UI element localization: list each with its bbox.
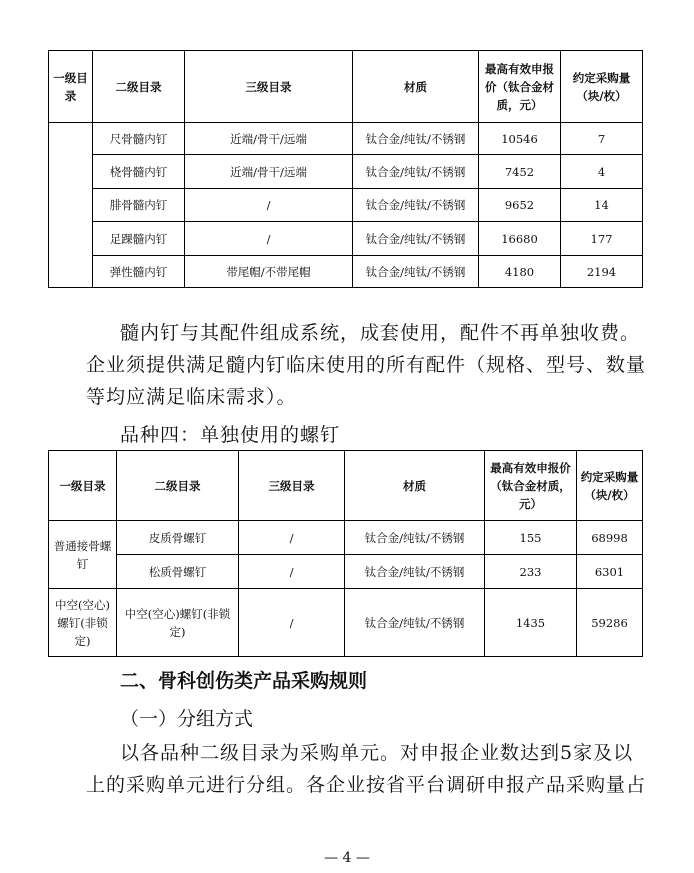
cell: 4180 [479,256,561,288]
page-number: — 4 — [324,850,370,866]
header-cell: 约定采购量（块/枚） [577,451,643,521]
cell: / [185,189,353,222]
table-row [49,555,643,589]
cell: 钛合金/纯钛/不锈钢 [353,123,479,155]
cell: 近端/骨干/远端 [185,155,353,189]
cell: 7452 [479,155,561,189]
cell: 松质骨螺钉 [117,555,239,589]
cell: / [239,521,345,555]
cell: 2194 [561,256,643,288]
cell: 4 [561,155,643,189]
table-row [49,189,643,222]
sub-heading: （一）分组方式 [120,708,254,730]
cell: 钛合金/纯钛/不锈钢 [345,555,485,589]
cell: 钛合金/纯钛/不锈钢 [345,589,485,657]
header-cell: 二级目录 [93,51,185,123]
paragraph-line: 以各品种二级目录为采购单元。对申报企业数达到5家及以 [120,742,634,764]
header-cell: 最高有效申报价（钛合金材质，元） [479,51,561,123]
group-cell: 普通接骨螺钉 [49,521,117,589]
cell: 弹性髓内钉 [93,256,185,288]
paragraph-line: 上的采购单元进行分组。各企业按省平台调研申报产品采购量占 [86,774,647,796]
cell: 钛合金/纯钛/不锈钢 [353,222,479,256]
cell: / [185,222,353,256]
cell: 1435 [485,589,577,657]
cell: 9652 [479,189,561,222]
table-row [49,521,643,555]
cell: 钛合金/纯钛/不锈钢 [353,155,479,189]
paragraph-line: 企业须提供满足髓内钉临床使用的所有配件（规格、型号、数量 [86,354,647,376]
header-cell: 最高有效申报价（钛合金材质，元） [485,451,577,521]
cell: 带尾帽/不带尾帽 [185,256,353,288]
cell: 钛合金/纯钛/不锈钢 [353,256,479,288]
cell: 近端/骨干/远端 [185,123,353,155]
cell: 155 [485,521,577,555]
cell: 中空(空心)螺钉(非锁定) [117,589,239,657]
header-cell: 二级目录 [117,451,239,521]
paragraph-line: 髓内钉与其配件组成系统，成套使用，配件不再单独收费。 [120,322,641,344]
paragraph-line: 等均应满足临床需求）。 [86,386,297,408]
cell: 尺骨髓内钉 [93,123,185,155]
table-row [49,589,643,657]
header-cell: 一级目录 [49,51,93,123]
cell: 钛合金/纯钛/不锈钢 [345,521,485,555]
header-cell: 三级目录 [185,51,353,123]
header-cell: 一级目录 [49,451,117,521]
table-row [49,256,643,288]
group-cell: 中空(空心)螺钉(非锁定) [49,589,117,657]
cell: / [239,589,345,657]
header-cell: 材质 [353,51,479,123]
cell: 14 [561,189,643,222]
variety-title: 品种四：单独使用的螺钉 [120,424,341,446]
table-row [49,123,643,155]
header-cell: 材质 [345,451,485,521]
cell: 皮质骨螺钉 [117,521,239,555]
section-heading: 二、骨科创伤类产品采购规则 [120,670,368,692]
table-header-row [49,51,643,123]
merged-cell [49,123,93,288]
cell: 7 [561,123,643,155]
cell: 68998 [577,521,643,555]
cell: 足踝髓内钉 [93,222,185,256]
cell: 16680 [479,222,561,256]
cell: 钛合金/纯钛/不锈钢 [353,189,479,222]
cell: / [239,555,345,589]
cell: 233 [485,555,577,589]
cell: 桡骨髓内钉 [93,155,185,189]
table-header-row [49,451,643,521]
cell: 10546 [479,123,561,155]
header-cell: 三级目录 [239,451,345,521]
table-row [49,222,643,256]
cell: 6301 [577,555,643,589]
table-intramedullary-nails [48,50,643,288]
header-cell: 约定采购量（块/枚） [561,51,643,123]
table-row [49,155,643,189]
cell: 59286 [577,589,643,657]
cell: 腓骨髓内钉 [93,189,185,222]
cell: 177 [561,222,643,256]
table-screws [48,450,643,657]
